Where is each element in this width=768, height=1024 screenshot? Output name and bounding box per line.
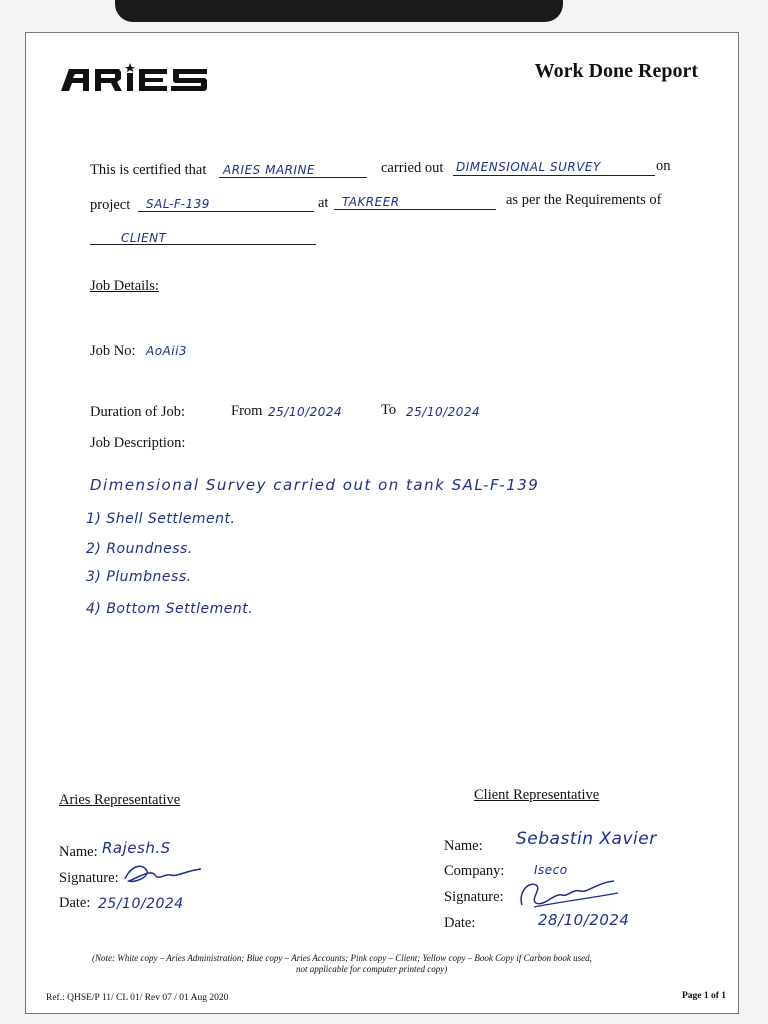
work-fill-line [453, 175, 655, 176]
work-handwritten: DIMENSIONAL SURVEY [456, 160, 601, 174]
report-title: Work Done Report [534, 60, 698, 82]
requirements-text: as per the Requirements of [506, 192, 662, 208]
aries-logo [59, 61, 219, 100]
client-signature [514, 875, 624, 916]
client-name-label: Name: [444, 838, 483, 854]
aries-rep-heading: Aries Representative [59, 792, 181, 808]
photo-edge-shadow [115, 0, 563, 22]
footer-note-line1: (Note: White copy – Aries Administration; Blue copy – Aries Accounts; Pink copy – Client; Yellow copy – Book Copy if Carbon book used, [92, 953, 592, 963]
carried-out-text: carried out [381, 160, 444, 176]
client-date-label: Date: [444, 915, 476, 931]
company-handwritten: ARIES MARINE [223, 163, 316, 177]
project-label: project [90, 197, 131, 213]
from-label: From [231, 403, 263, 419]
company-fill-line [219, 177, 367, 178]
description-line: Dimensional Survey carried out on tank SAL-F-139 [90, 476, 540, 494]
description-line: 4) Bottom Settlement. [86, 601, 254, 617]
description-line: 3) Plumbness. [86, 569, 192, 585]
from-date-handwritten: 25/10/2024 [268, 405, 343, 419]
client-handwritten: CLIENT [121, 231, 167, 245]
job-no-handwritten: AoAii3 [146, 344, 188, 358]
client-signature-label: Signature: [444, 889, 504, 905]
aries-name-label: Name: [59, 844, 98, 860]
client-name-handwritten: Sebastin Xavier [516, 829, 657, 849]
job-no-label: Job No: [90, 343, 136, 359]
job-details-heading: Job Details: [90, 278, 159, 294]
at-text: at [318, 195, 329, 211]
location-handwritten: TAKREER [342, 195, 400, 209]
location-fill-line [334, 209, 496, 210]
to-date-handwritten: 25/10/2024 [406, 405, 481, 419]
duration-label: Duration of Job: [90, 404, 186, 420]
aries-name-handwritten: Rajesh.S [102, 839, 171, 857]
to-label: To [381, 402, 397, 418]
client-date-handwritten: 28/10/2024 [538, 911, 630, 929]
aries-logo-graphic [59, 61, 219, 95]
aries-signature-label: Signature: [59, 870, 119, 886]
footer-ref: Ref.: QHSE/P 11/ CL 01/ Rev 07 / 01 Aug 2020 [46, 993, 229, 1003]
description-label: Job Description: [90, 435, 186, 451]
client-company-handwritten: Iseco [534, 863, 568, 877]
footer-page-number: Page 1 of 1 [681, 991, 726, 1001]
client-rep-heading: Client Representative [474, 787, 600, 803]
project-fill-line [138, 211, 314, 212]
description-line: 1) Shell Settlement. [86, 511, 236, 527]
on-text: on [656, 158, 671, 174]
report-sheet [25, 32, 739, 1014]
aries-date-label: Date: [59, 895, 91, 911]
aries-date-handwritten: 25/10/2024 [98, 896, 184, 912]
aries-signature [121, 861, 211, 892]
description-line: 2) Roundness. [86, 541, 193, 557]
project-handwritten: SAL-F-139 [146, 197, 210, 211]
client-company-label: Company: [444, 863, 505, 879]
certified-prefix: This is certified that [90, 162, 207, 178]
footer-note-line2: not applicable for computer printed copy) [296, 964, 448, 974]
